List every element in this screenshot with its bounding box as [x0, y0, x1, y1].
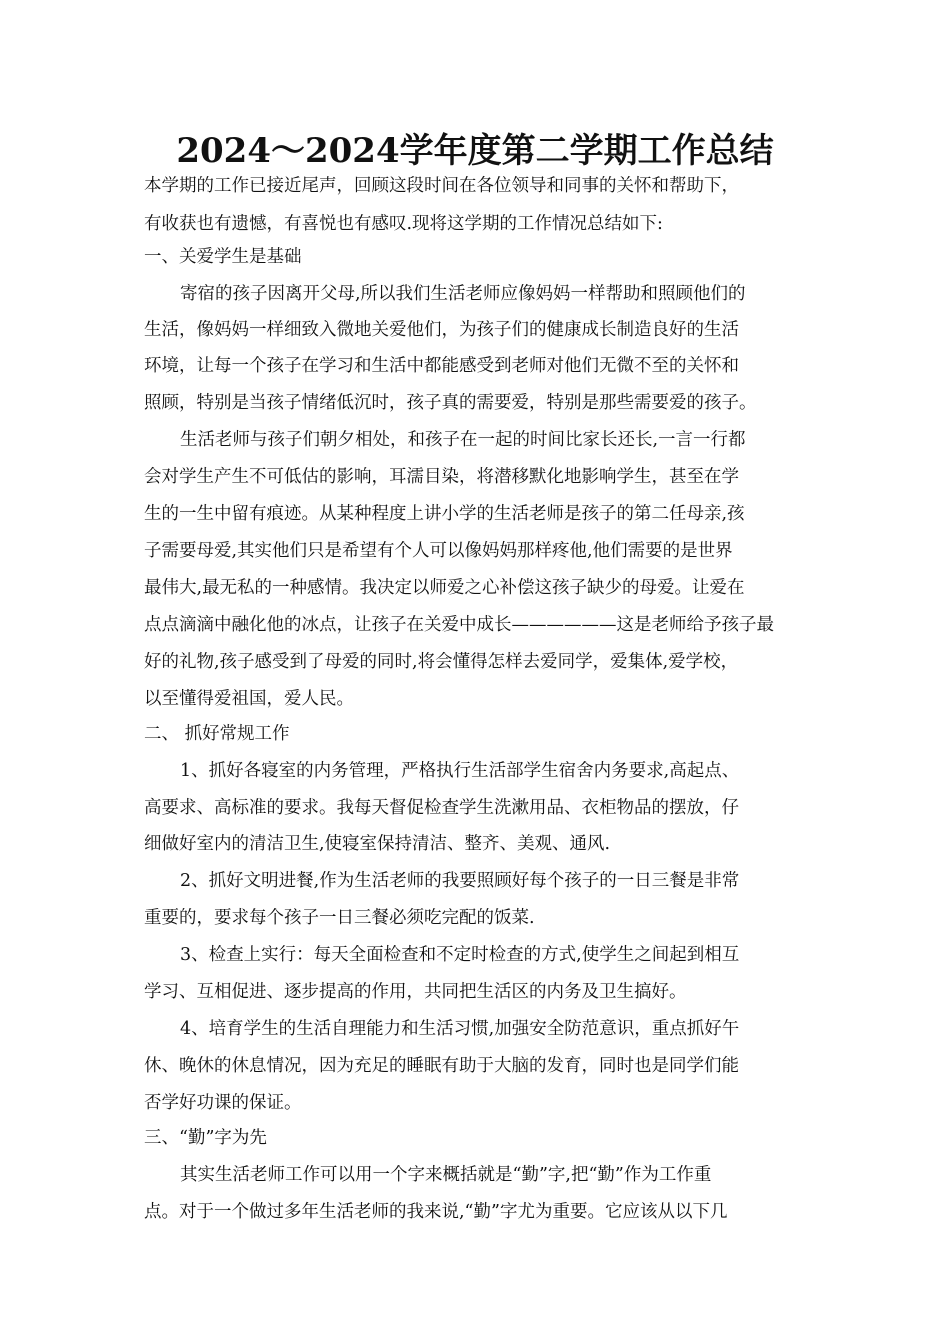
paragraph-line: 寄宿的孩子因离开父母,所以我们生活老师应像妈妈一样帮助和照顾他们的 [180, 284, 746, 304]
paragraph-line: 2、抓好文明进餐,作为生活老师的我要照顾好每个孩子的一日三餐是非常 [180, 871, 740, 891]
paragraph-line: 点。对于一个做过多年生活老师的我来说,“勤”字尤为重要。它应该从以下几 [144, 1202, 728, 1222]
paragraph-line: 学习、互相促进、逐步提高的作用，共同把生活区的内务及卫生搞好。 [144, 982, 687, 1002]
section-heading: 一、关爱学生是基础 [144, 247, 302, 267]
paragraph-line: 点点滴滴中融化他的冰点，让孩子在关爱中成长——————这是老师给予孩子最 [144, 615, 774, 635]
paragraph-line: 照顾，特别是当孩子情绪低沉时，孩子真的需要爱，特别是那些需要爱的孩子。 [144, 393, 757, 413]
paragraph-line: 4、培育学生的生活自理能力和生活习惯,加强安全防范意识，重点抓好午 [180, 1019, 740, 1039]
paragraph-line: 环境，让每一个孩子在学习和生活中都能感受到老师对他们无微不至的关怀和 [144, 356, 739, 376]
paragraph-line: 生活老师与孩子们朝夕相处，和孩子在一起的时间比家长还长,一言一行都 [180, 430, 746, 450]
paragraph-line: 生的一生中留有痕迹。从某种程度上讲小学的生活老师是孩子的第二任母亲,孩 [144, 504, 745, 524]
document-title: 2024～2024学年度第二学期工作总结 [176, 131, 774, 171]
paragraph-line: 细做好室内的清洁卫生,使寝室保持清洁、整齐、美观、通风. [144, 834, 611, 854]
paragraph-line: 好的礼物,孩子感受到了母爱的同时,将会懂得怎样去爱同学，爱集体,爱学校， [144, 652, 739, 672]
paragraph-line: 否学好功课的保证。 [144, 1093, 302, 1113]
paragraph-line: 休、晚休的休息情况，因为充足的睡眠有助于大脑的发育，同时也是同学们能 [144, 1056, 739, 1076]
section-heading: 二、 抓好常规工作 [144, 724, 290, 744]
paragraph-line: 有收获也有遗憾，有喜悦也有感叹.现将这学期的工作情况总结如下: [144, 214, 663, 234]
paragraph-line: 1、抓好各寝室的内务管理，严格执行生活部学生宿舍内务要求,高起点、 [180, 761, 740, 781]
paragraph-line: 重要的，要求每个孩子一日三餐必须吃完配的饭菜. [144, 908, 535, 928]
paragraph-line: 以至懂得爱祖国，爱人民。 [144, 689, 354, 709]
paragraph-line: 3、检查上实行：每天全面检查和不定时检查的方式,使学生之间起到相互 [180, 945, 740, 965]
paragraph-line: 子需要母爱,其实他们只是希望有个人可以像妈妈那样疼他,他们需要的是世界 [144, 541, 733, 561]
paragraph-line: 最伟大,最无私的一种感情。我决定以师爱之心补偿这孩子缺少的母爱。让爱在 [144, 578, 745, 598]
paragraph-line: 会对学生产生不可低估的影响，耳濡目染，将潜移默化地影响学生，甚至在学 [144, 467, 739, 487]
section-heading: 三、“勤”字为先 [144, 1128, 267, 1148]
paragraph-line: 其实生活老师工作可以用一个字来概括就是“勤”字,把“勤”作为工作重 [180, 1165, 712, 1185]
paragraph-line: 本学期的工作已接近尾声，回顾这段时间在各位领导和同事的关怀和帮助下， [144, 176, 739, 196]
paragraph-line: 生活，像妈妈一样细致入微地关爱他们，为孩子们的健康成长制造良好的生活 [144, 320, 739, 340]
paragraph-line: 高要求、高标准的要求。我每天督促检查学生洗漱用品、衣柜物品的摆放，仔 [144, 798, 739, 818]
